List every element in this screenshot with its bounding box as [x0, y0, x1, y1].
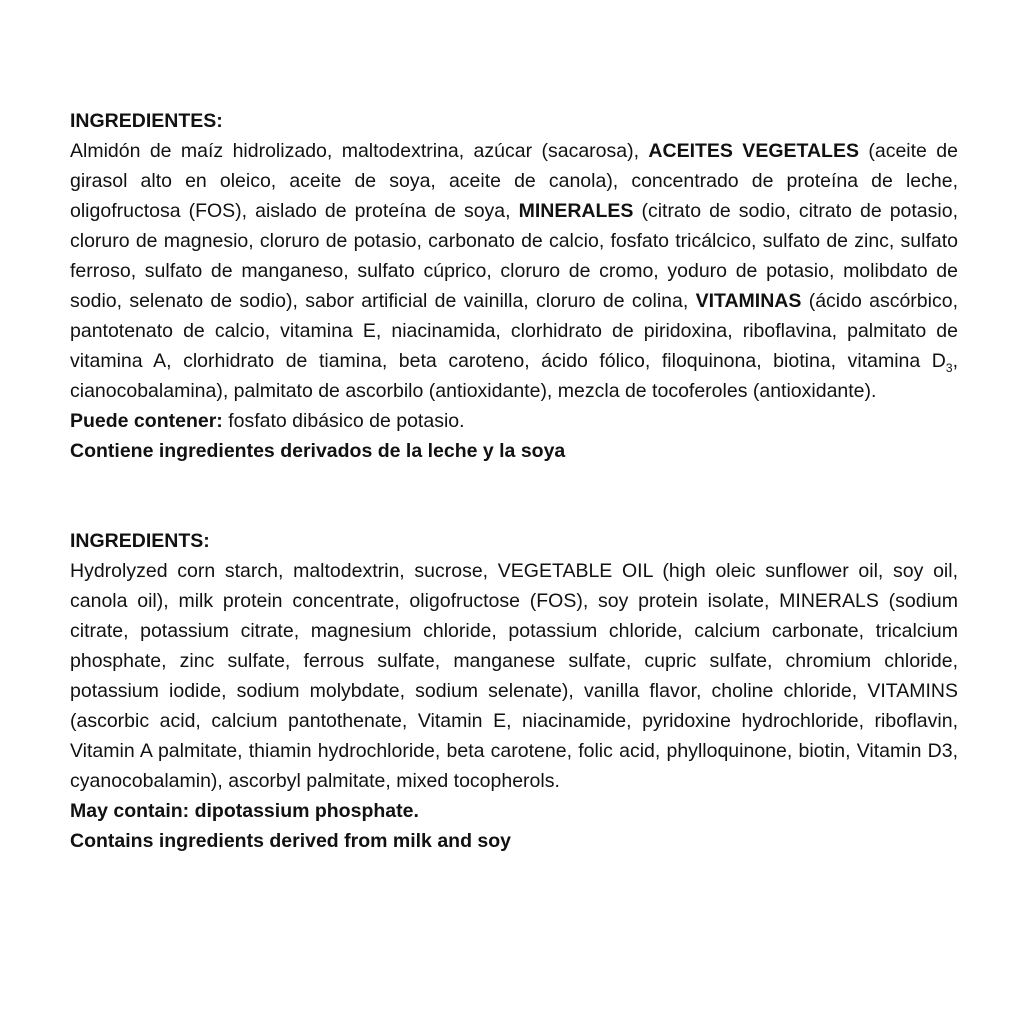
es-text-2: (aceite de girasol alto en oleico, aceite de soya, aceite de canola), concentrado de proteína de leche, oligofructosa (FOS), aislado de proteína de soya,	[70, 140, 958, 222]
es-may-contain-label: Puede contener:	[70, 410, 223, 432]
english-ingredients-text: Hydrolyzed corn starch, maltodextrin, sucrose, VEGETABLE OIL (high oleic sunflower oil, soy oil, canola oil), milk protein concentrate, oligofructose (FOS), soy protein isolate, MINERALS (sodium citrate, potassium citrate, magnesium chloride, potassium chloride, calcium carbonate, tricalcium phosphate, zinc sulfate, ferrous sulfate, manganese sulfate, cupric sulfate, chromium chloride, potassium iodide, sodium molybdate, sodium selenate), vanilla flavor, choline chloride, VITAMINS (ascorbic acid, calcium pantothenate, Vitamin E, niacinamide, pyridoxine hydrochloride, riboflavin, Vitamin A palmitate, thiamin hydrochloride, beta carotene, folic acid, phylloquinone, biotin, Vitamin D3, cyanocobalamin), ascorbyl palmitate, mixed tocopherols.	[70, 560, 958, 792]
english-allergen-statement: Contains ingredients derived from milk and soy	[70, 830, 512, 852]
english-heading: INGREDIENTS:	[70, 530, 210, 552]
english-section	[70, 526, 958, 856]
es-text-4: (ácido ascórbico, pantotenato de calcio, vitamina E, niacinamida, clorhidrato de piridoxina, riboflavina, palmitato de vitamina A, clorhidrato de tiamina, beta caroteno, ácido fólico, filoquinona, biotina, vitamina D	[70, 290, 958, 372]
spanish-allergen-statement: Contiene ingredientes derivados de la leche y la soya	[70, 440, 566, 462]
es-bold-aceites: ACEITES VEGETALES	[648, 140, 859, 162]
es-subscript-3: 3	[945, 360, 953, 375]
ingredients-document	[70, 106, 958, 856]
es-text-5: , cianocobalamina), palmitato de ascorbilo (antioxidante), mezcla de tocoferoles (antioxidante).	[70, 350, 958, 402]
es-text-3: (citrato de sodio, citrato de potasio, cloruro de magnesio, cloruro de potasio, carbonato de calcio, fosfato tricálcico, sulfato de zinc, sulfato ferroso, sulfato de manganeso, sulfato cúprico, cloruro de cromo, yoduro de potasio, molibdato de sodio, selenato de sodio), sabor artificial de vainilla, cloruro de colina,	[70, 200, 958, 312]
es-bold-vitaminas: VITAMINAS	[695, 290, 802, 312]
spanish-heading: INGREDIENTES:	[70, 110, 223, 132]
es-bold-minerales: MINERALES	[518, 200, 634, 222]
es-text-1: Almidón de maíz hidrolizado, maltodextrina, azúcar (sacarosa),	[70, 140, 649, 162]
es-may-contain-text: fosfato dibásico de potasio.	[222, 410, 465, 432]
spanish-may-contain	[70, 406, 958, 436]
spanish-section	[70, 106, 958, 466]
spanish-ingredients-text	[70, 136, 958, 406]
english-may-contain: May contain: dipotassium phosphate.	[70, 800, 419, 822]
